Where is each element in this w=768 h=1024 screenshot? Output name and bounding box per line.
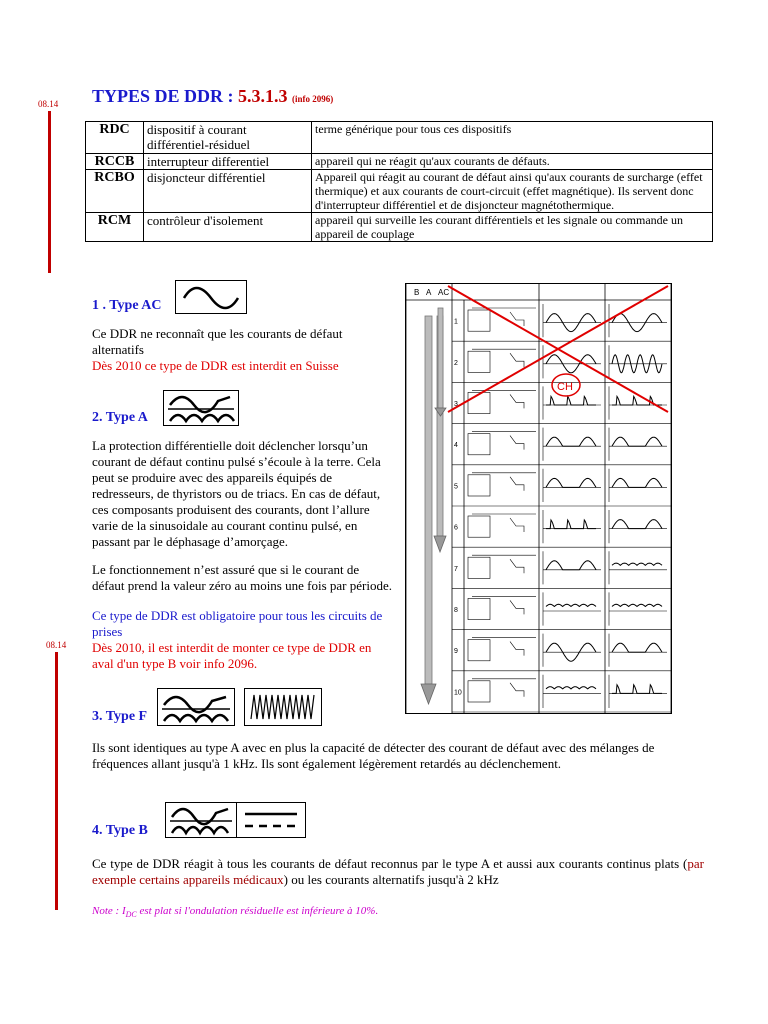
revision-date-bottom: 08.14 (46, 640, 67, 650)
title-prefix: TYPES DE DDR : (92, 86, 239, 106)
type-ac-warning: Dès 2010 ce type de DDR est interdit en Suisse (92, 358, 339, 373)
table-row (86, 170, 713, 213)
figure-row (452, 551, 671, 588)
circuit-schematic-icon (468, 434, 490, 455)
type-a-symbol-icon (163, 390, 239, 426)
arrow-head-b (421, 684, 436, 704)
waveform-trace (546, 520, 596, 529)
table-row (86, 154, 713, 170)
heading-type-f: 3. Type F (92, 709, 148, 724)
table-row (86, 213, 713, 242)
note-suffix: est plat si l'ondulation résiduelle est inférieure à 10%. (136, 905, 379, 917)
circuit-schematic-icon (468, 310, 490, 331)
type-a-paragraph-1: La protection différentielle doit déclencher lorsqu’un courant de défaut continu pulsé s’écoule à la terre. Cela peut se produire avec des appareils équipés de redresseurs, de thyristors ou de triacs. En cas de défaut, ces composants produisent des courants, dont l’allure varie de la sinusoidale au courant continu pulsé, en passant par le déphasage d’amorçage. (92, 438, 381, 549)
type-b-text-start: Ce type de DDR réagit à tous les courants de défaut reconnus par le type A et aussi aux courants continus plats ( (92, 856, 688, 871)
type-b-dc-symbol-icon (236, 802, 306, 838)
row-number: 10 (454, 689, 462, 697)
row-number: 1 (454, 318, 458, 326)
waveform-trace (546, 478, 596, 487)
desc-cell: appareil qui ne réagit qu'aux courants de défauts. (312, 154, 713, 170)
sensitivity-arrows (421, 308, 446, 704)
figure-row (452, 304, 671, 341)
figure-grid (406, 284, 671, 713)
waveform-trace (546, 561, 596, 570)
circuit-wire (510, 600, 524, 614)
figure-rows (452, 304, 671, 712)
type-b-note (92, 905, 692, 919)
waveform-trace (612, 520, 662, 529)
info-reference: (info 2096) (292, 94, 334, 104)
section-number: 5.3.1.3 (238, 86, 288, 106)
waveform-trace (612, 478, 662, 487)
heading-type-b: 4. Type B (92, 823, 148, 838)
type-a-mandatory: Ce type de DDR est obligatoire pour tous les circuits de prises (92, 608, 383, 639)
type-ac-symbol-icon (175, 280, 247, 314)
revision-bar-bottom (55, 652, 58, 910)
type-b-text (92, 856, 704, 888)
arrow-shaft-b (425, 316, 432, 684)
desc-cell: Appareil qui réagit au courant de défaut ainsi qu'aux courants de surcharge (effet thermique) et aux courants de court-circuit (effet magnétique). Ils servent donc d'interrupteur différentiel et de disjoncteur magnétothermique. (312, 170, 713, 213)
row-number: 8 (454, 607, 458, 614)
definitions-table (85, 121, 713, 242)
circuit-wire (510, 353, 524, 367)
waveform-trace (612, 563, 662, 565)
circuit-schematic-icon (468, 516, 490, 537)
type-ac-text: Ce DDR ne reconnaît que les courants de défaut alternatifs (92, 326, 343, 357)
column-label-a: A (426, 288, 432, 297)
revision-bar-top (48, 111, 51, 273)
row-number: 6 (454, 524, 458, 532)
note-subscript: DC (125, 910, 137, 920)
revision-date-top: 08.14 (38, 99, 59, 109)
name-cell: contrôleur d'isolement (144, 213, 312, 242)
circuit-wire (510, 312, 524, 326)
type-f-text: Ils sont identiques au type A avec en plus la capacité de détecter des courant de défaut avec des mélanges de fréquences allant jusqu'à 1 kHz. Ils sont également légèrement retardés au déclenchement. (92, 740, 655, 771)
figure-column-labels (414, 288, 449, 297)
column-label-ac: AC (438, 288, 450, 297)
row-number: 2 (454, 359, 458, 367)
page-title (92, 86, 333, 107)
column-label-b: B (414, 288, 420, 297)
circuit-schematic-icon (468, 598, 490, 619)
circuit-wire (510, 642, 524, 656)
type-b-text-example: par exemple certains appareils médicaux (92, 856, 704, 887)
name-cell: interrupteur differentiel (144, 154, 312, 170)
heading-type-ac: 1 . Type AC (92, 298, 162, 313)
note-prefix: Note : I (92, 905, 126, 917)
table-row (86, 122, 713, 154)
type-b-pulsed-symbol-icon (165, 802, 237, 838)
figure-row (452, 428, 671, 465)
circuit-wire (510, 436, 524, 450)
circuit-schematic-icon (468, 557, 490, 578)
waveform-trace (546, 687, 596, 689)
waveform-trace (612, 437, 662, 446)
name-cell: disjoncteur différentiel (144, 170, 312, 213)
figure-row (452, 675, 671, 712)
type-a-paragraph-2: Le fonctionnement n’est assuré que si le courant de défaut prend la valeur zéro au moins une fois par période. (92, 562, 392, 593)
circuit-wire (510, 518, 524, 532)
circuit-schematic-icon (468, 351, 490, 372)
waveform-trace (546, 396, 596, 405)
waveform-trace (546, 604, 596, 606)
row-number: 7 (454, 565, 458, 573)
circuit-wire (510, 683, 524, 697)
ch-stamp-label: CH (557, 381, 573, 393)
name-cell: dispositif à courant différentiel-résiduel (144, 122, 312, 154)
figure-row (452, 592, 671, 629)
abbr-cell: RDC (86, 122, 144, 154)
arrow-head-a (434, 536, 446, 552)
figure-row (452, 510, 671, 547)
row-number: 5 (454, 483, 458, 491)
abbr-cell: RCCB (86, 154, 144, 170)
circuit-schematic-icon (468, 640, 490, 661)
type-f-frequency-mix-icon (244, 688, 322, 726)
abbr-cell: RCBO (86, 170, 144, 213)
waveform-trace (612, 604, 662, 606)
arrow-shaft-ac (438, 308, 443, 408)
waveform-figure (405, 283, 672, 714)
desc-cell: terme générique pour tous ces dispositifs (312, 122, 713, 154)
heading-type-a: 2. Type A (92, 410, 148, 425)
circuit-wire (510, 394, 524, 408)
row-number: 9 (454, 648, 458, 656)
circuit-wire (510, 559, 524, 573)
type-a-forbidden: Dès 2010, il est interdit de monter ce type de DDR en aval d'un type B voir info 2096. (92, 640, 372, 671)
row-number: 4 (454, 442, 458, 450)
row-number: 3 (454, 401, 458, 408)
circuit-schematic-icon (468, 475, 490, 496)
waveform-trace (612, 685, 662, 694)
figure-row (452, 469, 671, 506)
desc-cell: appareil qui surveille les courant différentiels et les signale ou commande un appareil de couplage (312, 213, 713, 242)
figure-row (452, 634, 671, 671)
circuit-schematic-icon (468, 681, 490, 702)
waveform-trace (546, 437, 596, 446)
circuit-schematic-icon (468, 392, 490, 413)
type-f-symbol-icon (157, 688, 235, 726)
waveform-trace (612, 643, 662, 652)
circuit-wire (510, 477, 524, 491)
abbr-cell: RCM (86, 213, 144, 242)
type-b-text-end: ) ou les courants alternatifs jusqu'à 2 kHz (283, 872, 499, 887)
